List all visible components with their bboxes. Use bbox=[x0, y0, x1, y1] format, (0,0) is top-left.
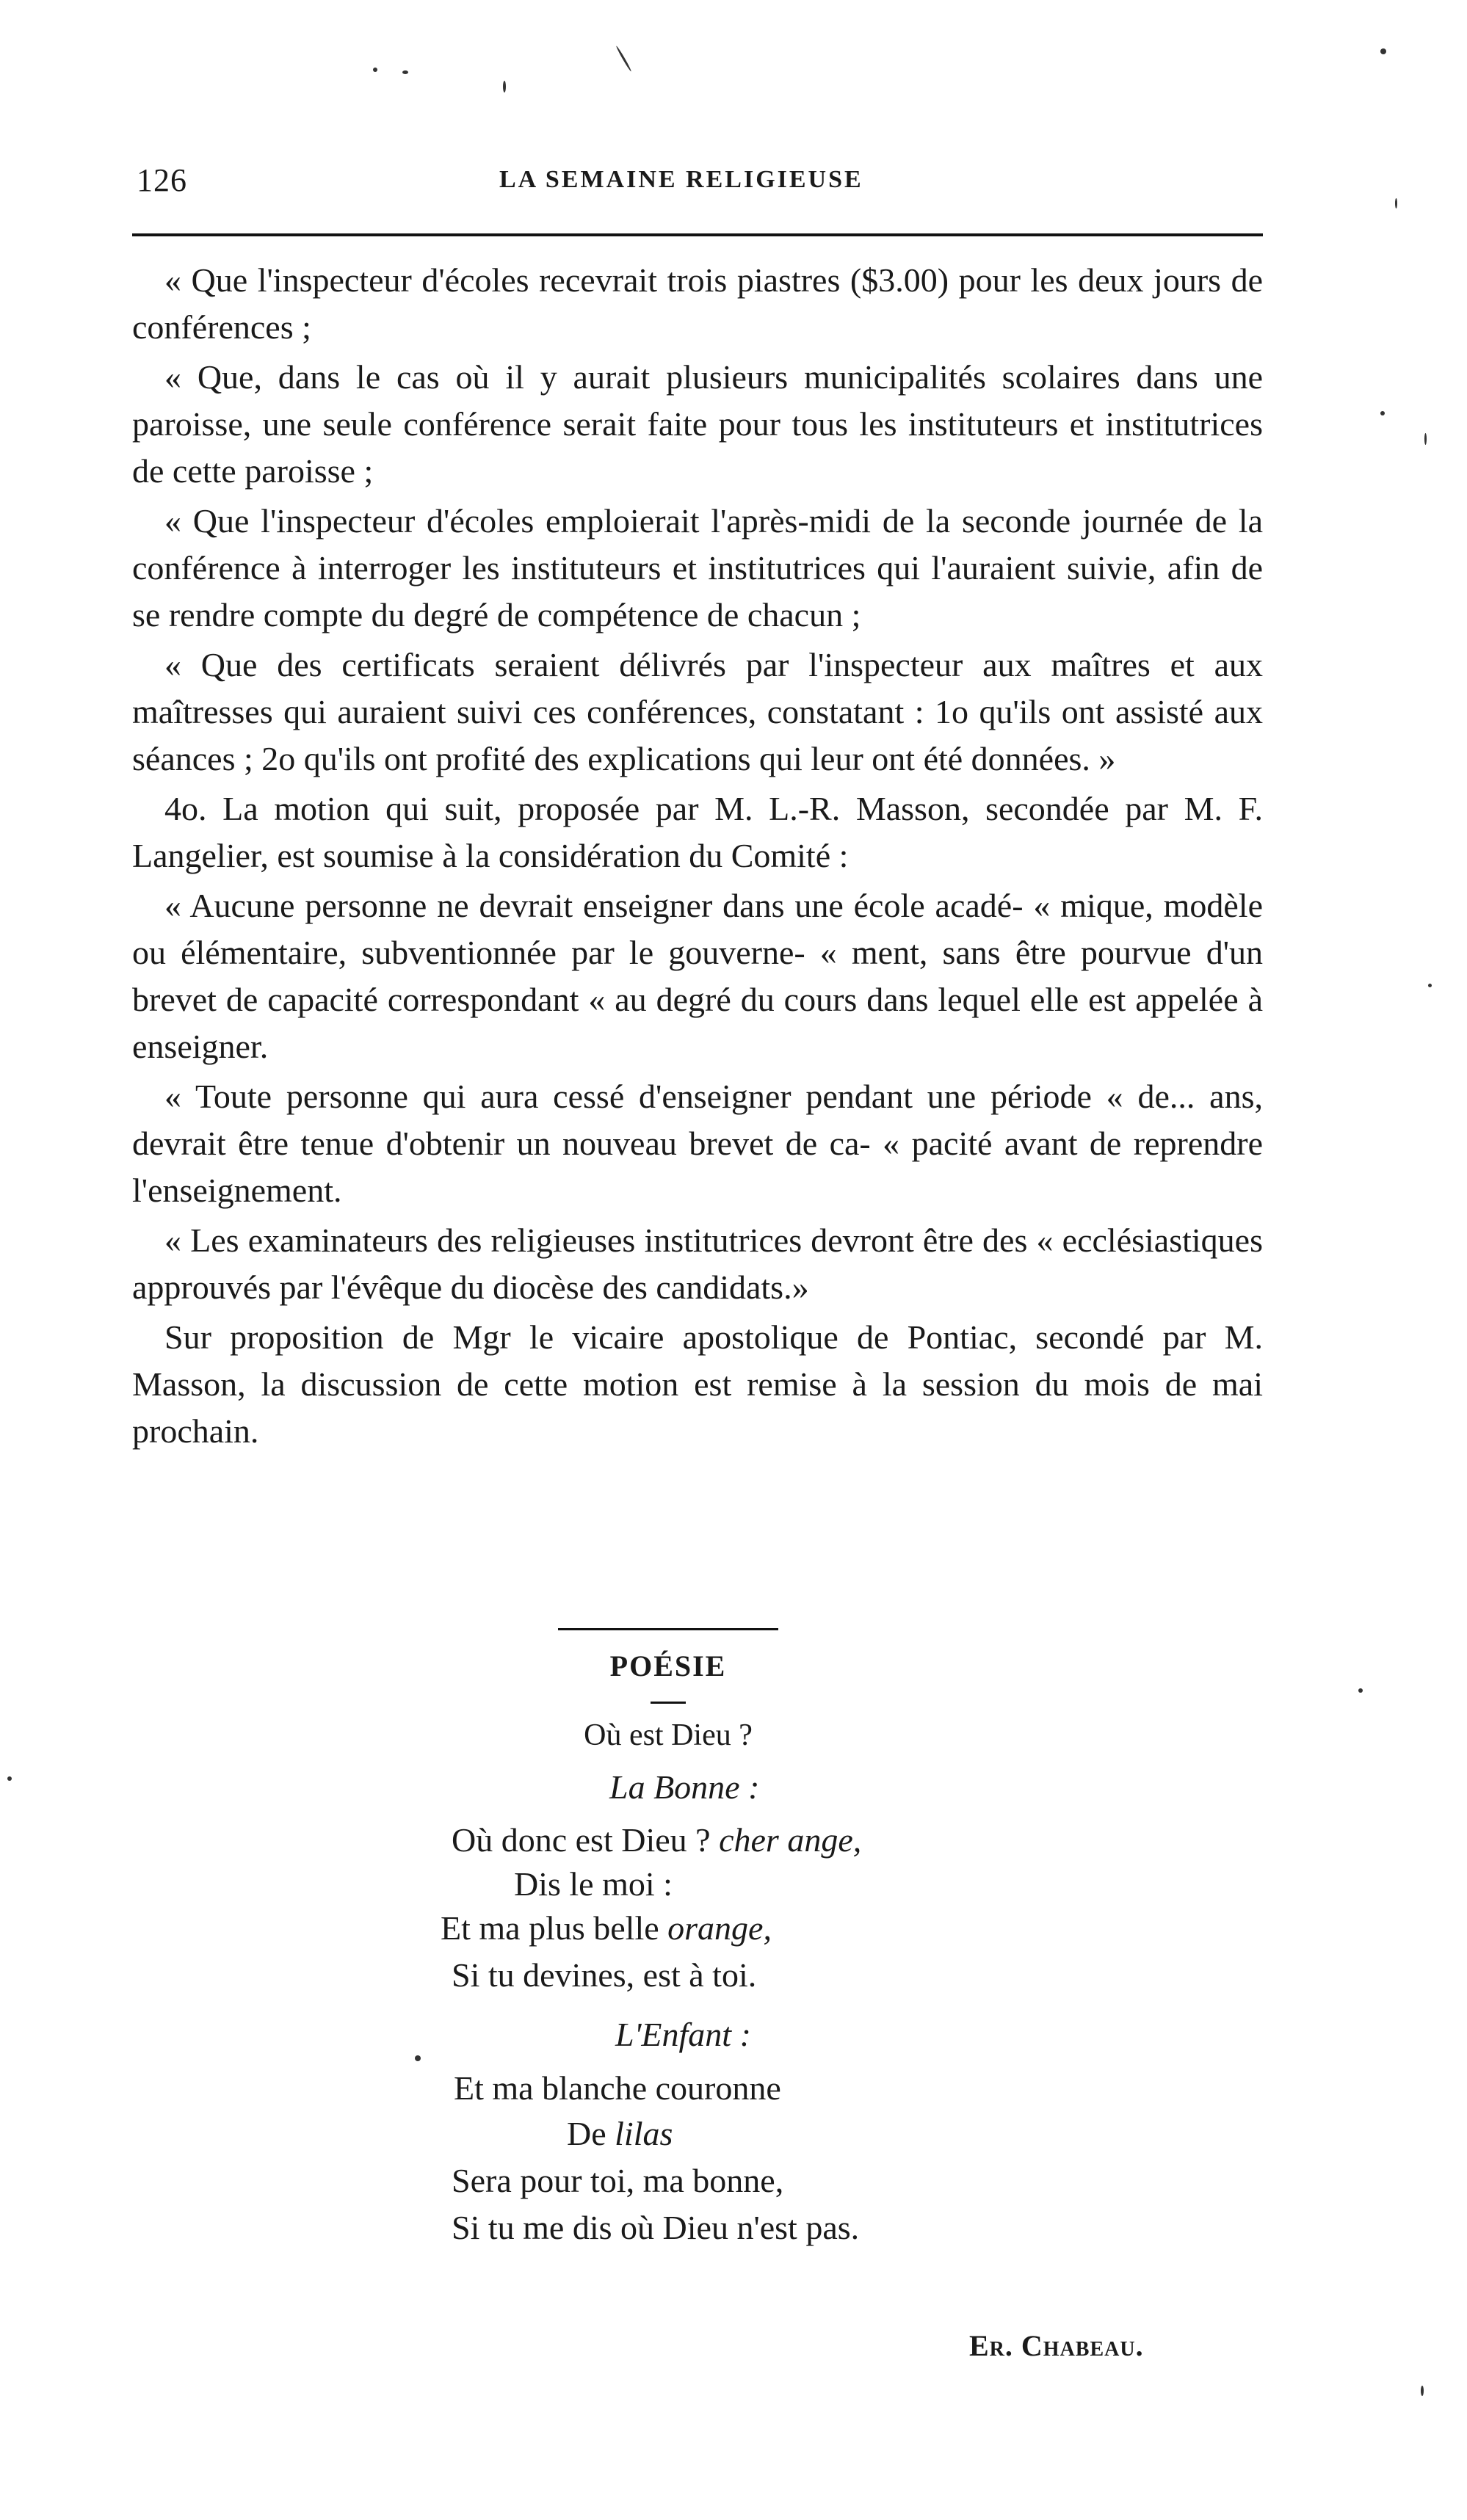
poem-line: Si tu me dis où Dieu n'est pas. bbox=[452, 2209, 860, 2246]
poem-line: Sera pour toi, ma bonne, bbox=[452, 2162, 784, 2199]
scan-speck bbox=[615, 46, 632, 72]
paragraph: 4o. La motion qui suit, proposée par M. L.-R. Masson, secondée par M. F. Langelier, est soumise à la considération du Comité : bbox=[132, 790, 1263, 874]
poem-line bbox=[441, 1909, 772, 1947]
paragraph: « Toute personne qui aura cessé d'enseigner pendant une période « de... ans, devrait être tenue d'obtenir un nouveau brevet de ca- « pacité avant de reprendre l'enseignement. bbox=[132, 1078, 1263, 1209]
poem-line: Si tu devines, est à toi. bbox=[452, 1956, 757, 1994]
paragraph: « Les examinateurs des religieuses institutrices devront être des « ecclésiastiques approuvés par l'évêque du diocèse des candidats.» bbox=[132, 1221, 1263, 1306]
scan-speck bbox=[415, 2055, 421, 2061]
scan-speck bbox=[1428, 984, 1432, 987]
poem-line-text: De bbox=[567, 2115, 615, 2152]
scan-speck bbox=[1421, 2386, 1424, 2396]
speaker-label: L'Enfant : bbox=[615, 2016, 751, 2053]
heading-underline bbox=[651, 1702, 686, 1704]
scan-speck bbox=[373, 68, 377, 72]
poem-title: Où est Dieu ? bbox=[584, 1718, 753, 1752]
poem-line-italic: lilas bbox=[615, 2115, 673, 2152]
page-header bbox=[132, 161, 1278, 206]
paragraph: « Aucune personne ne devrait enseigner dans une école acadé- « mique, modèle ou élémentaire, subventionnée par le gouverne- « ment, sans être pourvue d'un brevet de capacité correspondant « au degré du cours dans lequel elle est appelée à enseigner. bbox=[132, 887, 1263, 1065]
paragraph: « Que l'inspecteur d'écoles emploierait l'après-midi de la seconde journée de la conférence à interroger les instituteurs et institutrices qui l'auraient suivie, afin de se rendre compte du degré de compétence de chacun ; bbox=[132, 502, 1263, 633]
scan-speck bbox=[1395, 198, 1397, 208]
header-rule bbox=[132, 233, 1263, 236]
scan-speck bbox=[1380, 411, 1385, 415]
section-divider bbox=[558, 1628, 778, 1630]
scan-speck bbox=[1358, 1688, 1363, 1693]
poem-line-italic: orange, bbox=[667, 1909, 772, 1947]
poem-line-text: Et ma plus belle bbox=[441, 1909, 668, 1947]
poem-section-heading: POÉSIE bbox=[609, 1649, 727, 1682]
body-text bbox=[132, 257, 1263, 1458]
scan-speck bbox=[402, 70, 408, 74]
scan-speck bbox=[503, 81, 506, 92]
paragraph: « Que l'inspecteur d'écoles recevrait trois piastres ($3.00) pour les deux jours de conférences ; bbox=[132, 261, 1263, 346]
poem-line: Et ma blanche couronne bbox=[454, 2069, 781, 2107]
paragraph: Sur proposition de Mgr le vicaire apostolique de Pontiac, secondé par M. Masson, la discussion de cette motion est remise à la session du mois de mai prochain. bbox=[132, 1318, 1263, 1450]
scan-speck bbox=[1424, 433, 1427, 445]
scan-speck bbox=[7, 1776, 12, 1781]
speaker-label: La Bonne : bbox=[609, 1768, 760, 1806]
poem-line-text: Où donc est Dieu ? bbox=[452, 1821, 720, 1859]
page-number: 126 bbox=[137, 162, 187, 198]
poem-line bbox=[452, 1820, 861, 1859]
paragraph: « Que, dans le cas où il y aurait plusieurs municipalités scolaires dans une paroisse, une seule conférence serait faite pour tous les instituteurs et institutrices de cette paroisse ; bbox=[132, 358, 1263, 490]
poem-signature: Er. Chabeau. bbox=[969, 2329, 1144, 2362]
poem-line bbox=[567, 2114, 673, 2153]
running-title: LA SEMAINE RELIGIEUSE bbox=[499, 166, 863, 193]
poem-line: Dis le moi : bbox=[514, 1865, 673, 1903]
scan-speck bbox=[1380, 48, 1386, 54]
paragraph: « Que des certificats seraient délivrés par l'inspecteur aux maîtres et aux maîtresses qui auraient suivi ces conférences, constatant : 1o qu'ils ont assisté aux séances ; 2o qu'ils ont profité des explications qui leur ont été données. » bbox=[132, 646, 1263, 777]
poem-line-italic: cher ange, bbox=[719, 1821, 862, 1859]
